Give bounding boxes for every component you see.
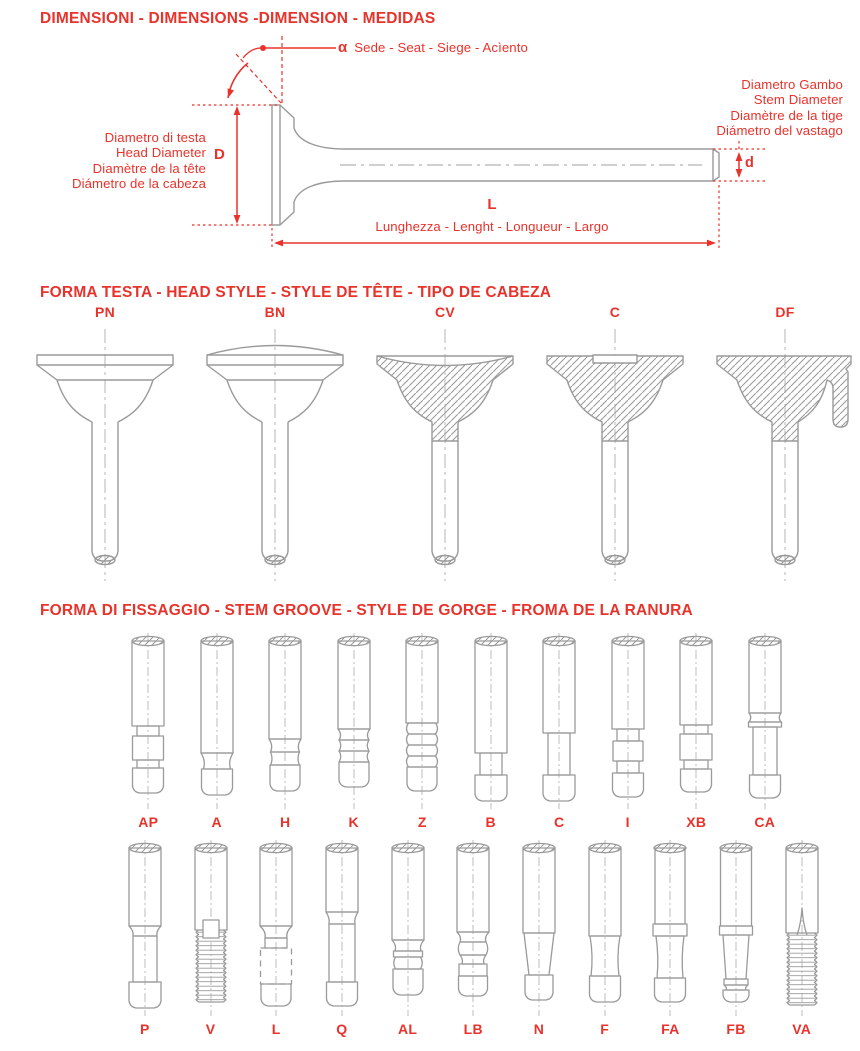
stem-groove-drawing-FB [703, 840, 769, 1018]
stem-groove-code: H [280, 814, 291, 830]
stem-groove-figure-A [183, 633, 252, 830]
stem-groove-code: V [205, 1021, 216, 1037]
stem-groove-code: C [554, 814, 565, 830]
stem-groove-figure-B [457, 633, 526, 830]
stem-groove-drawing-AL [375, 840, 441, 1018]
stem-diameter-line-it: Diametro Gambo [741, 77, 843, 92]
stem-groove-figure-LB [440, 840, 506, 1037]
stem-diameter-line-es: Diámetro del vastago [716, 123, 843, 139]
stem-groove-code: LB [463, 1021, 483, 1037]
stem-groove-code: AP [138, 814, 159, 830]
stem-groove-figure-Z [388, 633, 457, 830]
head-style-section-title: FORMA TESTA - HEAD STYLE - STYLE DE TÊTE - TIPO DE CABEZA [40, 284, 552, 301]
head-style-code: BN [264, 304, 286, 320]
head-style-figure-C [530, 304, 700, 585]
stem-groove-drawing-AP [115, 633, 181, 811]
stem-groove-drawing-Z [389, 633, 455, 811]
stem-groove-drawing-B [458, 633, 524, 811]
stem-groove-code: CA [754, 814, 776, 830]
stem-groove-figure-FB [703, 840, 769, 1037]
stem-groove-figure-N [506, 840, 572, 1037]
head-style-drawing-C [530, 323, 700, 585]
head-diameter-line-en: Head Diameter [116, 145, 206, 161]
stem-groove-drawing-LB [440, 840, 506, 1018]
head-diameter-line-fr: Diamètre de la tête [92, 160, 206, 176]
stem-groove-figure-L [243, 840, 309, 1037]
head-style-drawing-PN [20, 323, 190, 585]
head-style-figure-CV [360, 304, 530, 585]
stem-groove-code: K [348, 814, 359, 830]
head-diameter-symbol: D [214, 146, 225, 163]
stem-groove-figure-K [320, 633, 389, 830]
stem-groove-figure-AP [114, 633, 183, 830]
stem-groove-figure-CA [731, 633, 800, 830]
alpha-symbol: α [338, 39, 348, 56]
head-diameter-line-it: Diametro di testa [104, 130, 206, 145]
head-style-drawing-CV [360, 323, 530, 585]
stem-groove-figure-H [251, 633, 320, 830]
stem-groove-section-title: FORMA DI FISSAGGIO - STEM GROOVE - STYLE DE GORGE - FROMA DE LA RANURA [40, 602, 693, 619]
head-style-code: DF [775, 304, 795, 320]
stem-groove-drawing-F [572, 840, 638, 1018]
stem-groove-figure-P [112, 840, 178, 1037]
seat-angle-label [338, 39, 528, 56]
stem-groove-drawing-FA [637, 840, 703, 1018]
stem-groove-code: XB [686, 814, 707, 830]
stem-groove-code: Z [417, 814, 427, 830]
stem-groove-figure-AL [375, 840, 441, 1037]
head-diameter-line-es: Diámetro de la cabeza [71, 176, 206, 192]
dimension-arrowheads [225, 45, 743, 246]
stem-groove-drawing-A [184, 633, 250, 811]
head-diameter-label [0, 130, 206, 192]
dimensions-section-title: DIMENSIONI - DIMENSIONS -DIMENSION - MEDIDAS [40, 10, 436, 27]
stem-groove-drawing-V [178, 840, 244, 1018]
stem-groove-drawing-L [243, 840, 309, 1018]
stem-groove-drawing-Q [309, 840, 375, 1018]
stem-groove-figure-VA [769, 840, 835, 1037]
stem-diameter-line-fr: Diamètre de la tige [730, 107, 843, 123]
stem-groove-code: A [211, 814, 222, 830]
stem-groove-drawing-XB [663, 633, 729, 811]
stem-groove-figure-C [525, 633, 594, 830]
head-style-figure-DF [700, 304, 860, 585]
stem-groove-figure-I [594, 633, 663, 830]
stem-groove-drawing-H [252, 633, 318, 811]
head-style-drawing-DF [700, 323, 860, 585]
head-style-row [20, 304, 860, 585]
stem-groove-drawing-P [112, 840, 178, 1018]
stem-groove-figure-F [572, 840, 638, 1037]
stem-groove-code: AL [397, 1021, 418, 1037]
stem-groove-code: FB [726, 1021, 746, 1037]
stem-groove-figure-XB [662, 633, 731, 830]
stem-groove-drawing-N [506, 840, 572, 1018]
stem-groove-figure-Q [309, 840, 375, 1037]
stem-groove-code: Q [336, 1021, 348, 1037]
stem-groove-drawing-I [595, 633, 661, 811]
stem-groove-drawing-VA [769, 840, 835, 1018]
stem-groove-code: F [600, 1021, 610, 1037]
stem-groove-code: FA [661, 1021, 680, 1037]
seat-label: Sede - Seat - Siege - Acìento [354, 40, 528, 55]
stem-groove-code: L [271, 1021, 281, 1037]
stem-groove-code: B [485, 814, 496, 830]
stem-groove-code: VA [792, 1021, 812, 1037]
stem-groove-figure-FA [638, 840, 704, 1037]
stem-groove-row-2 [112, 840, 835, 1037]
stem-groove-drawing-CA [732, 633, 798, 811]
stem-diameter-label [637, 77, 843, 139]
head-style-code: C [609, 304, 621, 320]
head-style-drawing-BN [190, 323, 360, 585]
dimension-lines [192, 36, 766, 250]
head-style-code: PN [94, 304, 116, 320]
stem-diameter-line-en: Stem Diameter [753, 92, 843, 108]
stem-groove-row-1 [114, 633, 799, 830]
head-style-code: CV [434, 304, 456, 320]
stem-groove-code: N [533, 1021, 545, 1037]
length-label: Lunghezza - Lenght - Longueur - Largo [375, 219, 609, 234]
length-symbol: L [487, 196, 497, 213]
head-style-figure-PN [20, 304, 190, 585]
stem-groove-code: P [140, 1021, 150, 1037]
head-style-figure-BN [190, 304, 360, 585]
stem-groove-code: I [625, 814, 630, 830]
stem-diameter-symbol: d [745, 155, 754, 171]
stem-groove-figure-V [178, 840, 244, 1037]
stem-groove-drawing-C [526, 633, 592, 811]
stem-groove-drawing-K [321, 633, 387, 811]
